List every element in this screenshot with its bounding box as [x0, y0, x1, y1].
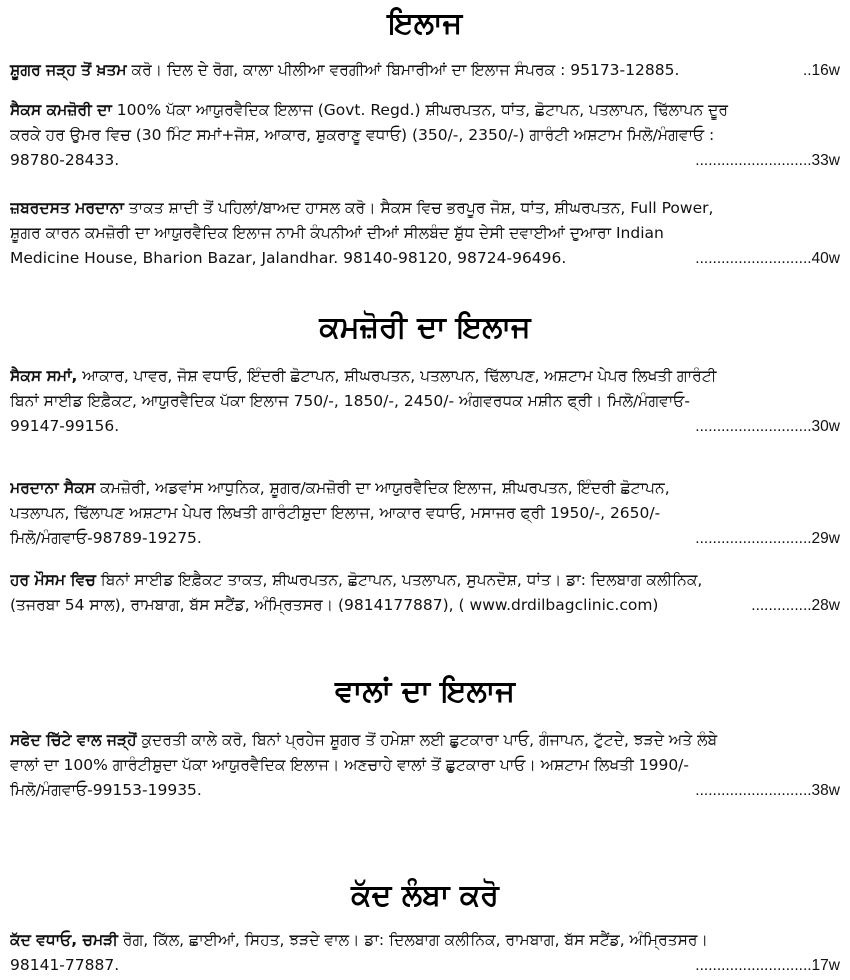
ad-text: ਕਰੋ। ਦਿਲ ਦੇ ਰੋਗ, ਕਾਲਾ ਪੀਲੀਆ ਵਰਗੀਆਂ ਬਿਮਾਰੀਆਂ ਦਾ ਇਲਾਜ ਸੰਪਰਕ : 95173-12885.	[126, 61, 680, 79]
ad-text: 99147-99156.	[10, 417, 120, 435]
ad-lead: ਹਰ ਮੌਸਮ ਵਿਚ	[10, 571, 96, 589]
classified-ad	[10, 928, 840, 978]
classified-ad	[10, 476, 840, 551]
ad-lead: ਸਫੇਦ ਚਿੱਟੇ ਵਾਲ ਜੜ੍ਹੋਂ	[10, 731, 137, 749]
ad-text: ਕਮਜ਼ੋਰੀ, ਅਡਵਾਂਸ ਆਧੁਨਿਕ, ਸ਼ੂਗਰ/ਕਮਜ਼ੋਰੀ ਦਾ ਆਯੁਰਵੈਦਿਕ ਇਲਾਜ, ਸ਼ੀਘਰਪਤਨ, ਇੰਦਰੀ ਛੋਟਾਪਨ,	[95, 479, 670, 497]
ad-lead: ਸੈਕਸ ਸਮਾਂ,	[10, 367, 78, 385]
ad-lead: ਜ਼ਬਰਦਸਤ ਮਰਦਾਨਾ	[10, 199, 124, 217]
ad-text: ਮਿਲੋ/ਮੰਗਵਾਓ-99153-19935.	[10, 781, 202, 799]
ad-text: ਬਿਨਾਂ ਸਾਈਡ ਇਫ਼ੈਕਟ ਤਾਕਤ, ਸ਼ੀਘਰਪਤਨ, ਛੋਟਾਪਨ, ਪਤਲਾਪਨ, ਸੁਪਨਦੋਸ਼, ਧਾਂਤ। ਡਾ: ਦਿਲਬਾਗ ਕਲੀਨਿਕ,	[95, 571, 703, 589]
ad-text: ਕੁਦਰਤੀ ਕਾਲੇ ਕਰੋ, ਬਿਨਾਂ ਪ੍ਰਹੇਜ ਸ਼ੂਗਰ ਤੋਂ ਹਮੇਸ਼ਾ ਲਈ ਛੁਟਕਾਰਾ ਪਾਓ, ਗੰਜਾਪਨ, ਟੁੱਟਦੇ, ਝੜਦੇ ਅਤੇ ਲੰਬੇ	[136, 731, 718, 749]
ad-code: ...........................17w	[695, 957, 840, 974]
ad-text: 98780-28433.	[10, 151, 120, 169]
ad-text: (ਤਜਰਬਾ 54 ਸਾਲ), ਰਾਮਬਾਗ, ਬੱਸ ਸਟੈਂਡ, ਅੰਮ੍ਰਿਤਸਰ। (9814177887), ( www.drdilbagclinic.com)	[10, 596, 659, 614]
section-heading-treatment: ਇਲਾਜ	[387, 6, 463, 41]
ad-text: ਕਰਕੇ ਹਰ ਉਮਰ ਵਿਚ (30 ਮਿੰਟ ਸਮਾਂ+ਜੋਸ਼, ਆਕਾਰ, ਸ਼ੁਕਰਾਣੂ ਵਧਾਓ) (350/-, 2350/-) ਗਾਰੰਟੀ ਅਸ਼ਟਾਮ ਮਿਲੋ/ਮੰਗਵਾਓ :	[10, 126, 715, 144]
section-heading-height: ਕੱਦ ਲੰਬਾ ਕਰੋ	[351, 878, 499, 913]
ad-lead: ਮਰਦਾਨਾ ਸੈਕਸ	[10, 479, 96, 497]
ad-code: ...........................29w	[695, 530, 840, 547]
section-heading-hair: ਵਾਲਾਂ ਦਾ ਇਲਾਜ	[335, 674, 515, 709]
ad-text: Medicine House, Bharion Bazar, Jalandhar. 98140-98120, 98724-96496.	[10, 249, 567, 267]
ad-text: ਤਾਕਤ ਸ਼ਾਦੀ ਤੋਂ ਪਹਿਲਾਂ/ਬਾਅਦ ਹਾਸਲ ਕਰੋ। ਸੈਕਸ ਵਿਚ ਭਰਪੂਰ ਜੋਸ਼, ਧਾਂਤ, ਸ਼ੀਘਰਪਤਨ, Full Power,	[123, 199, 714, 217]
ad-text: ਵਾਲਾਂ ਦਾ 100% ਗਾਰੰਟੀਸ਼ੁਦਾ ਪੱਕਾ ਆਯੁਰਵੈਦਿਕ ਇਲਾਜ। ਅਣਚਾਹੇ ਵਾਲਾਂ ਤੋਂ ਛੁਟਕਾਰਾ ਪਾਓ। ਅਸ਼ਟਾਮ ਲਿਖਤੀ 1990/-	[10, 756, 689, 774]
ad-code: ..............28w	[751, 597, 840, 614]
classified-ad	[10, 568, 840, 618]
ad-code: ...........................40w	[695, 250, 840, 267]
ad-text: 98141-77887.	[10, 956, 120, 974]
ad-text: ਸ਼ੂਗਰ ਕਾਰਨ ਕਮਜ਼ੋਰੀ ਦਾ ਆਯੁਰਵੈਦਿਕ ਇਲਾਜ ਨਾਮੀ ਕੰਪਨੀਆਂ ਦੀਆਂ ਸੀਲਬੰਦ ਸ਼ੁੱਧ ਦੇਸੀ ਦਵਾਈਆਂ ਦੁਆਰਾ Indian	[10, 224, 664, 242]
classified-ad	[10, 728, 840, 803]
classified-ad	[10, 58, 840, 83]
ad-text: ਬਿਨਾਂ ਸਾਈਡ ਇਫ਼ੈਕਟ, ਆਯੁਰਵੈਦਿਕ ਪੱਕਾ ਇਲਾਜ 750/-, 1850/-, 2450/- ਅੰਗਵਰਧਕ ਮਸ਼ੀਨ ਫ੍ਰੀ। ਮਿਲੋ/ਮੰਗਵਾਓ-	[10, 392, 690, 410]
ad-lead: ਸੈਕਸ ਕਮਜ਼ੋਰੀ ਦਾ	[10, 101, 112, 119]
ad-code: ..16w	[802, 62, 840, 79]
ad-code: ...........................33w	[695, 152, 840, 169]
ad-code: ...........................38w	[695, 782, 840, 799]
ad-lead: ਕੱਦ ਵਧਾਓ, ਚਮੜੀ	[10, 931, 118, 949]
ad-text: 100% ਪੱਕਾ ਆਯੁਰਵੈਦਿਕ ਇਲਾਜ (Govt. Regd.) ਸ਼ੀਘਰਪਤਨ, ਧਾਂਤ, ਛੋਟਾਪਨ, ਪਤਲਾਪਨ, ਢਿੱਲਾਪਨ ਦੂਰ	[111, 101, 728, 119]
ad-lead: ਸ਼ੂਗਰ ਜੜ੍ਹ ਤੋਂ ਖ਼ਤਮ	[10, 61, 127, 79]
section-heading-weakness: ਕਮਜ਼ੋਰੀ ਦਾ ਇਲਾਜ	[319, 310, 531, 345]
classified-ad	[10, 196, 840, 271]
ad-text: ਮਿਲੋ/ਮੰਗਵਾਓ-98789-19275.	[10, 529, 202, 547]
ad-text: ਆਕਾਰ, ਪਾਵਰ, ਜੋਸ਼ ਵਧਾਓ, ਇੰਦਰੀ ਛੋਟਾਪਨ, ਸ਼ੀਘਰਪਤਨ, ਪਤਲਾਪਨ, ਢਿੱਲਾਪਣ, ਅਸ਼ਟਾਮ ਪੇਪਰ ਲਿਖਤੀ ਗਾਰੰਟੀ	[77, 367, 717, 385]
classified-ad	[10, 364, 840, 439]
ad-text: ਪਤਲਾਪਨ, ਢਿੱਲਾਪਣ ਅਸ਼ਟਾਮ ਪੇਪਰ ਲਿਖਤੀ ਗਾਰੰਟੀਸ਼ੁਦਾ ਇਲਾਜ, ਆਕਾਰ ਵਧਾਓ, ਮਸਾਜਰ ਫ੍ਰੀ 1950/-, 2650/-	[10, 504, 661, 522]
ad-code: ...........................30w	[695, 418, 840, 435]
ad-text: ਰੋਗ, ਕਿੱਲ, ਛਾਈਆਂ, ਸਿਹਤ, ਝੜਦੇ ਵਾਲ। ਡਾ: ਦਿਲਬਾਗ ਕਲੀਨਿਕ, ਰਾਮਬਾਗ, ਬੱਸ ਸਟੈਂਡ, ਅੰਮ੍ਰਿਤਸਰ।	[117, 931, 708, 949]
classified-ad	[10, 98, 840, 173]
